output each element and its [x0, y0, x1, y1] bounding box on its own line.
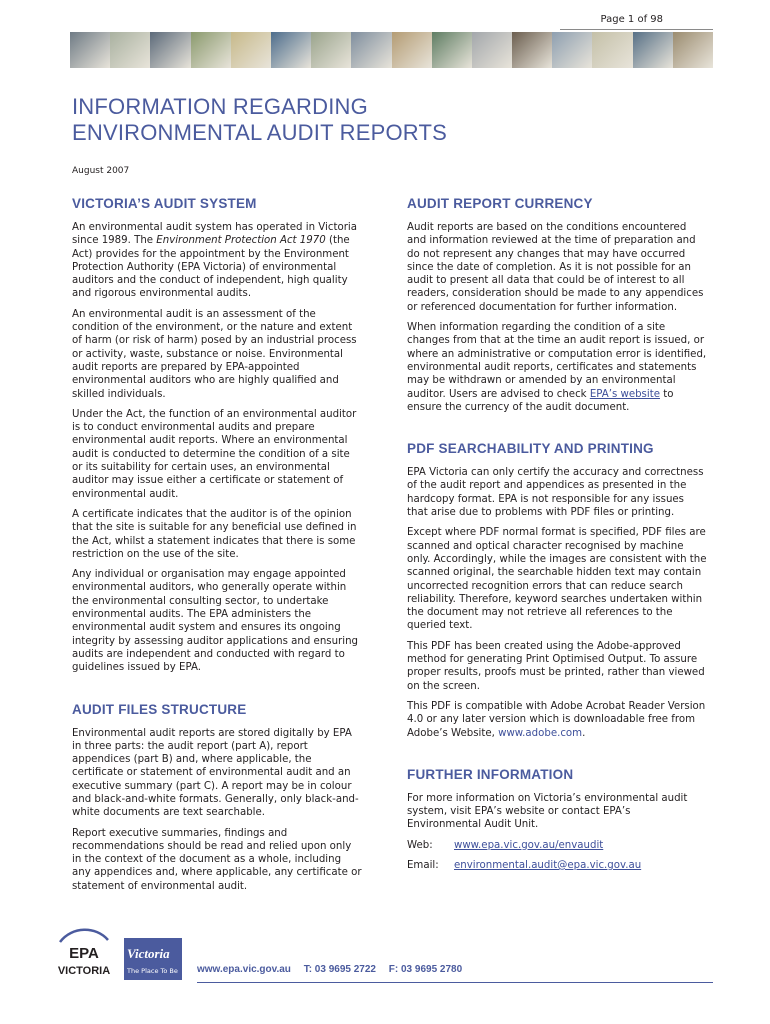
para-further-info: For more information on Victoria’s environmental audit system, visit EPA’s website or contact EPA’s Environmental Audit Unit.	[407, 792, 688, 831]
para-pdf-4: This PDF is compatible with Adobe Acrobat Reader Version 4.0 or any later version which is downloadable free from Adobe’s Website, www.adobe.com.	[407, 700, 706, 739]
banner-photo-tile	[592, 32, 632, 68]
footer-phone: T: 03 9695 2722	[303, 964, 376, 975]
page-number: Page 1 of 98	[600, 14, 663, 25]
banner-photo-tile	[191, 32, 231, 68]
banner-photo-tile	[231, 32, 271, 68]
page-title: INFORMATION REGARDING ENVIRONMENTAL AUDIT REPORTS	[72, 94, 447, 145]
banner-photo-tile	[512, 32, 552, 68]
web-label: Web:	[407, 839, 433, 851]
adobe-link[interactable]: www.adobe.com	[498, 727, 583, 739]
photo-banner	[70, 32, 713, 68]
banner-photo-tile	[271, 32, 311, 68]
para-audit-system-4: A certificate indicates that the auditor is of the opinion that the site is suitable for any beneficial use defined in the Act, whilst a statement indicates that there is some restriction on the use of the site.	[72, 508, 357, 560]
para-pdf-3: This PDF has been created using the Adobe-approved method for generating Print Optimised Output. To assure proper results, proofs must be printed, rather than viewed on the screen.	[407, 640, 705, 692]
heading-report-currency: AUDIT REPORT CURRENCY	[407, 196, 593, 211]
footer-contact-line	[197, 964, 472, 975]
para-audit-system-1: An environmental audit system has operated in Victoria since 1989. The Environment Protection Act 1970 (the Act) provides for the appointment by the Environment Protection Authority (EPA Victoria) of environmental auditors and the conduct of independent, high quality and rigorous environmental audits.	[72, 222, 357, 300]
epa-website-link[interactable]: EPA’s website	[589, 388, 660, 400]
banner-photo-tile	[392, 32, 432, 68]
contact-web-row	[407, 839, 707, 852]
footer-website[interactable]: www.epa.vic.gov.au	[197, 964, 291, 975]
heading-further-info: FURTHER INFORMATION	[407, 766, 574, 782]
banner-photo-tile	[351, 32, 391, 68]
footer	[0, 920, 770, 990]
header-rule	[560, 29, 713, 30]
banner-photo-tile	[673, 32, 713, 68]
para-audit-system-2: An environmental audit is an assessment of the condition of the environment, or the nature and extent of harm (or risk of harm) posed by an industrial process or activity, waste, substance or noise. Environmental audit reports are prepared by EPA-appointed environmental auditors who are highly qualified and skilled individuals.	[72, 308, 357, 400]
para-audit-system-3: Under the Act, the function of an environmental auditor is to conduct environmental audits and prepare environmental audit reports. Where an environmental audit is conducted to determine the condition of a site or its suitability for certain uses, an environmental auditor may issue either a certificate or statement of environmental audit.	[72, 408, 357, 500]
web-link[interactable]: www.epa.vic.gov.au/envaudit	[454, 839, 604, 851]
para-audit-files-1: Environmental audit reports are stored digitally by EPA in three parts: the audit report (part A), report appendices (part B) and, where applicable, the certificate or statement of environmental audit and an executive summary (part C). A report may be in colour and black-and-white formats. Generally, only black-and-white documents are text searchable.	[72, 727, 359, 819]
publication-date: August 2007	[72, 166, 130, 176]
victoria-logo	[124, 938, 182, 980]
epa-logo-text: EPA	[69, 945, 99, 962]
banner-photo-tile	[110, 32, 150, 68]
footer-fax: F: 03 9695 2780	[388, 964, 463, 975]
banner-photo-tile	[70, 32, 110, 68]
epa-victoria-logo	[54, 920, 114, 982]
banner-photo-tile	[150, 32, 190, 68]
banner-photo-tile	[472, 32, 512, 68]
para-audit-system-5: Any individual or organisation may engage appointed environmental auditors, who generally operate within the environmental consulting sector, to undertake environmental audits. The EPA administers the environmental audit system and ensures its ongoing integrity by assessing auditor applications and ensuring audits are independent and conducted with regard to guidelines issued by EPA.	[72, 569, 358, 674]
right-column	[407, 190, 707, 879]
banner-photo-tile	[552, 32, 592, 68]
footer-rule	[197, 982, 713, 983]
banner-photo-tile	[633, 32, 673, 68]
para-audit-files-2: Report executive summaries, findings and recommendations should be read and relied upon only in the context of the document as a whole, including any appendices and, where applicable, any certificate or statement of environmental audit.	[72, 827, 362, 892]
victoria-logo-name: Victoria	[127, 946, 170, 961]
heading-audit-system: VICTORIA’S AUDIT SYSTEM	[72, 196, 257, 211]
banner-photo-tile	[311, 32, 351, 68]
para-pdf-1: EPA Victoria can only certify the accuracy and correctness of the audit report and appendices as presented in the hardcopy format. EPA is not responsible for any issues that arise due to problems with PDF files or printing.	[407, 467, 704, 519]
email-link[interactable]: environmental.audit@epa.vic.gov.au	[454, 859, 642, 871]
epa-logo-subtext: VICTORIA	[57, 965, 111, 977]
para-currency-1: Audit reports are based on the conditions encountered and information reviewed at the time of preparation and do not represent any changes that may have occurred since the date of completion. As it is not possible for an audit to present all data that could be of interest to all readers, consideration should be made to any appendices or referenced documentation for further information.	[407, 222, 704, 313]
heading-audit-files: AUDIT FILES STRUCTURE	[72, 701, 247, 717]
para-pdf-2: Except where PDF normal format is specified, PDF files are scanned and optical character recognised by machine only. Accordingly, while the images are consistent with the scanned original, the searchable hidden text may contain uncorrected recognition errors that can reduce search reliability. Therefore, keyword searches undertaken within the document may not retrieve all references to the queried text.	[407, 527, 707, 632]
email-label: Email:	[407, 859, 439, 871]
para-currency-2: When information regarding the condition of a site changes from that at the time an audit report is issued, or where an administrative or computation error is identified, environmental audit reports, certificates and statements may be withdrawn or amended by an environmental auditor. Users are advised to check EPA’s website to ensure the currency of the audit document.	[407, 322, 707, 413]
contact-email-row	[407, 859, 707, 872]
heading-pdf-searchability: PDF SEARCHABILITY AND PRINTING	[407, 441, 654, 457]
banner-photo-tile	[432, 32, 472, 68]
victoria-logo-tagline: The Place To Be	[127, 967, 178, 975]
left-column	[72, 190, 362, 900]
